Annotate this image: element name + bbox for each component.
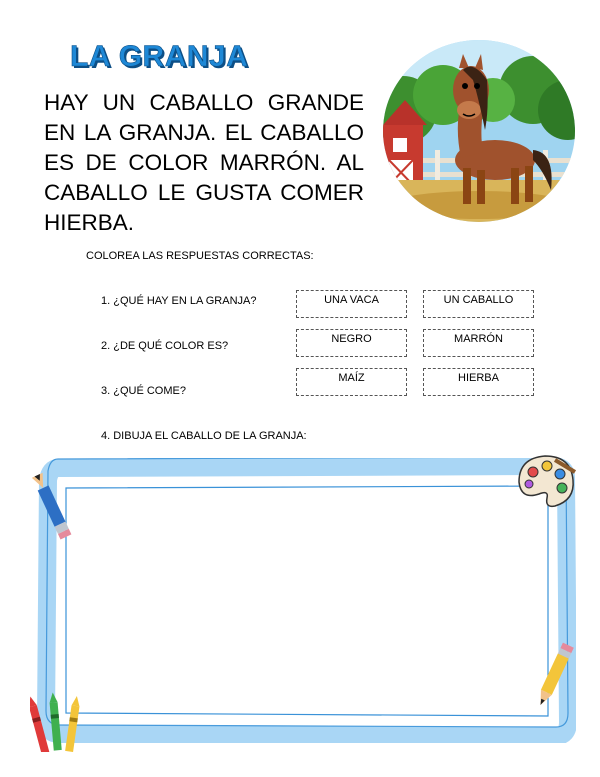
answer-option-hierba[interactable]: HIERBA: [423, 368, 534, 396]
story-line: EN LA GRANJA. EL CABALLO: [44, 120, 364, 145]
answer-option-negro[interactable]: NEGRO: [296, 329, 407, 357]
drawing-area[interactable]: [36, 458, 576, 743]
question-3: 3. ¿QUÉ COME?: [101, 385, 186, 397]
worksheet-title: LA GRANJA: [70, 40, 249, 73]
story-text: [44, 88, 364, 238]
answer-option-maiz[interactable]: MAÍZ: [296, 368, 407, 396]
pencil-icon: [32, 472, 72, 542]
crayons-icon: [30, 690, 90, 752]
story-line: ES DE COLOR MARRÓN. AL: [44, 150, 364, 175]
question-4: 4. DIBUJA EL CABALLO DE LA GRANJA:: [101, 430, 307, 442]
answer-option-marron[interactable]: MARRÓN: [423, 329, 534, 357]
question-2: 2. ¿DE QUÉ COLOR ES?: [101, 340, 229, 352]
answer-option-una-vaca[interactable]: UNA VACA: [296, 290, 407, 318]
pencil-icon: [534, 640, 574, 712]
story-line: CABALLO LE GUSTA COMER: [44, 180, 364, 205]
instruction-text: COLOREA LAS RESPUESTAS CORRECTAS:: [86, 250, 314, 262]
answer-option-un-caballo[interactable]: UN CABALLO: [423, 290, 534, 318]
palette-icon: [515, 452, 577, 512]
question-1: 1. ¿QUÉ HAY EN LA GRANJA?: [101, 295, 257, 307]
horse-illustration: [383, 40, 575, 222]
story-line: HAY UN CABALLO GRANDE: [44, 90, 364, 115]
story-line: HIERBA.: [44, 210, 135, 235]
